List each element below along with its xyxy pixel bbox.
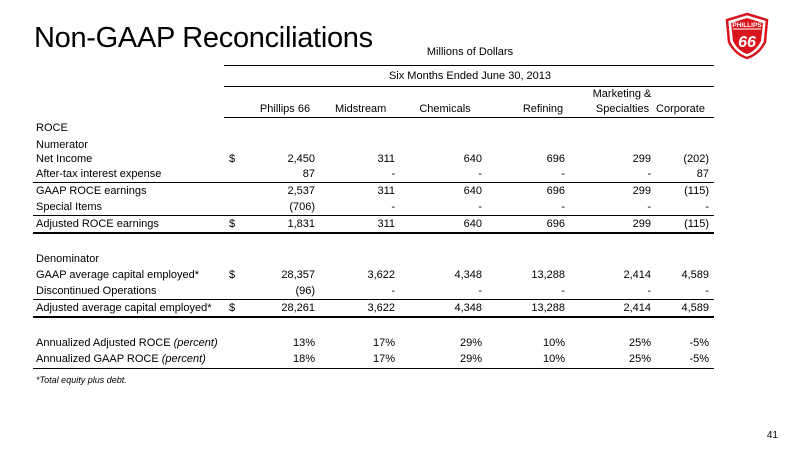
column-header-specialties: Specialties	[595, 103, 650, 115]
table-row-after-tax-interest: After-tax interest expense 87 - - - - 87	[36, 168, 709, 180]
table-row-gaap-roce-earnings: GAAP ROCE earnings 2,537 311 640 696 299 (115)	[36, 185, 709, 197]
subtotal-rule	[33, 215, 714, 216]
table-row-annualized-adjusted-roce: Annualized Adjusted ROCE (percent) 13% 17% 29% 10% 25% -5%	[36, 337, 709, 349]
column-header-refining: Refining	[522, 103, 564, 115]
page-title: Non-GAAP Reconciliations	[34, 22, 373, 54]
column-header-rule	[224, 117, 714, 118]
table-row-annualized-gaap-roce: Annualized GAAP ROCE (percent) 18% 17% 29% 10% 25% -5%	[36, 353, 709, 365]
table-bottom-rule	[33, 368, 714, 369]
units-header: Millions of Dollars	[426, 46, 514, 58]
page-number: 41	[766, 430, 778, 441]
column-header-phillips66: Phillips 66	[259, 103, 311, 115]
total-rule	[33, 316, 714, 318]
footnote: *Total equity plus debt.	[36, 375, 127, 385]
column-header-corporate: Corporate	[656, 103, 705, 115]
table-row-adjusted-avg-capital: Adjusted average capital employed* $ 28,261 3,622 4,348 13,288 2,414 4,589	[36, 302, 709, 314]
column-header-marketing: Marketing &	[592, 88, 652, 100]
section-roce: ROCE	[36, 122, 68, 134]
svg-text:PHILLIPS: PHILLIPS	[732, 22, 762, 29]
table-row-special-items: Special Items (706) - - - - -	[36, 201, 709, 213]
table-row-gaap-avg-capital: GAAP average capital employed* $ 28,357 3,622 4,348 13,288 2,414 4,589	[36, 269, 709, 281]
table-row-net-income: Net Income $ 2,450 311 640 696 299 (202)	[36, 153, 709, 165]
header-rule	[224, 65, 714, 66]
column-header-chemicals: Chemicals	[419, 103, 471, 115]
table-row-adjusted-roce-earnings: Adjusted ROCE earnings $ 1,831 311 640 696 299 (115)	[36, 218, 709, 230]
total-rule	[33, 232, 714, 234]
section-numerator: Numerator	[36, 139, 88, 151]
subtotal-rule	[33, 182, 714, 183]
subtotal-rule	[33, 299, 714, 300]
table-row-discontinued-ops: Discontinued Operations (96) - - - - -	[36, 285, 709, 297]
svg-text:66: 66	[738, 34, 756, 51]
section-denominator: Denominator	[36, 253, 99, 265]
column-header-midstream: Midstream	[335, 103, 387, 115]
header-rule	[224, 86, 714, 87]
period-header: Six Months Ended June 30, 2013	[388, 70, 552, 82]
phillips-66-logo	[723, 12, 771, 60]
